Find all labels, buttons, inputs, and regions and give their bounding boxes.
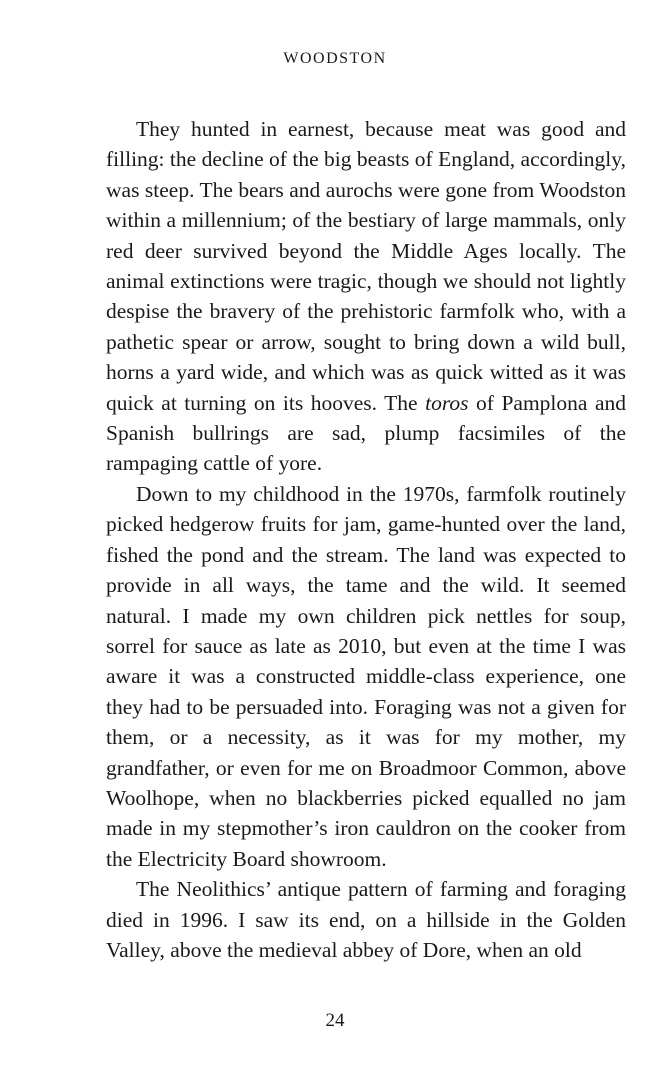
paragraph-2-text: Down to my childhood in the 1970s, farmfolk routinely picked hedgerow fruits for jam, game-hunted over the land, fished the pond and the stream. The land was expected to provide in all ways, the tame and the wild. It seemed natural. I made my own children pick nettles for soup, sorrel for sauce as late as 2010, but even at the time I was aware it was a constructed middle-class experience, one they had to be persuaded into. Foraging was not a given for them, or a necessity, as it was for my mother, my grandfather, or even for me on Broadmoor Common, above Woolhope, when no blackberries picked equalled no jam made in my stepmother’s iron cauldron on the cooker from the Electricity Board showroom.	[106, 481, 626, 871]
paragraph-1-text-b: of Pamplona and Spanish bullrings are sad, plump facsimiles of the rampaging cattle of yore.	[106, 390, 626, 476]
paragraph-1-italic-word: toros	[425, 390, 469, 415]
running-head: WOODSTON	[283, 50, 387, 67]
page-number: 24	[325, 1010, 345, 1031]
paragraph-3	[106, 874, 626, 965]
paragraph-2	[106, 479, 626, 874]
paragraph-1-text-a: They hunted in earnest, because meat was good and filling: the decline of the big beasts of England, accordingly, was steep. The bears and aurochs were gone from Woodston within a millennium; of the bestiary of large mammals, only red deer survived beyond the Middle Ages locally. The animal extinctions were tragic, though we should not lightly despise the bravery of the prehistoric farmfolk who, with a pathetic spear or arrow, sought to bring down a wild bull, horns a yard wide, and which was as quick witted as it was quick at turning on its hooves. The	[106, 117, 626, 415]
paragraph-3-text: The Neolithics’ antique pattern of farming and foraging died in 1996. I saw its end, on a hillside in the Golden Valley, above the medieval abbey of Dore, when an old	[106, 877, 626, 962]
paragraph-1	[106, 114, 626, 479]
body-text	[106, 114, 626, 965]
